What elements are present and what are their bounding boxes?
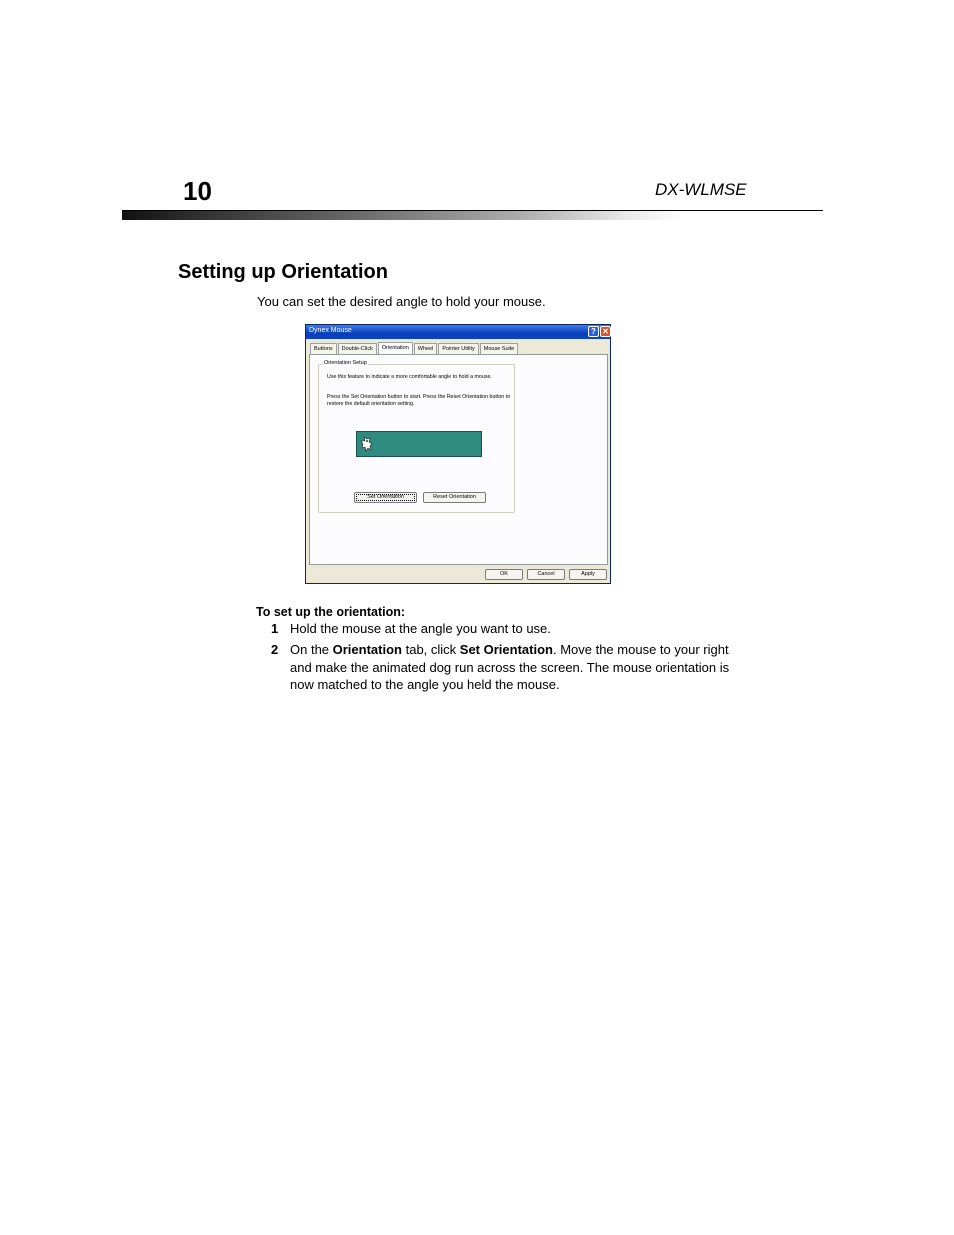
tab-wheel[interactable]: Wheel xyxy=(414,343,438,355)
section-title: Setting up Orientation xyxy=(178,261,388,283)
instructions-description: Press the Set Orientation button to start. Press the Reset Orientation button to restore the default orientation setting. xyxy=(327,394,511,407)
tab-pointer-utility[interactable]: Pointer Utility xyxy=(438,343,478,355)
tab-double-click[interactable]: Double-Click xyxy=(338,343,377,355)
model-name: DX-WLMSE xyxy=(655,180,747,199)
reset-orientation-button[interactable]: Reset Orientation xyxy=(423,492,486,503)
step-number: 1 xyxy=(271,621,279,636)
step-text-part: tab, click xyxy=(401,642,460,657)
set-orientation-ref: Set Orientation xyxy=(459,642,553,657)
dialog-titlebar xyxy=(306,325,610,339)
close-button[interactable]: ✕ xyxy=(600,326,611,337)
dynex-mouse-dialog xyxy=(305,324,611,584)
step-text xyxy=(290,641,750,694)
header-gradient-bar xyxy=(122,211,682,220)
orientation-tab-ref: Orientation xyxy=(332,642,402,657)
step-number: 2 xyxy=(271,642,279,657)
help-button[interactable]: ? xyxy=(588,326,599,337)
step-text-part: . Move the mouse to your right and make the animated dog run across the screen. The mouse orientation is now matched to the angle you held the mouse. xyxy=(290,642,730,692)
step-text: Hold the mouse at the angle you want to use. xyxy=(290,621,551,636)
intro-text: You can set the desired angle to hold your mouse. xyxy=(257,294,546,309)
tab-strip xyxy=(310,343,519,354)
orientation-panel xyxy=(309,354,608,565)
orientation-animation-area xyxy=(356,431,482,457)
feature-description: Use this feature to indicate a more comfortable angle to hold a mouse. xyxy=(327,374,492,380)
dialog-title: Dynex Mouse xyxy=(309,327,352,334)
tab-mouse-suite[interactable]: Mouse Suite xyxy=(480,343,519,355)
tab-orientation[interactable]: Orientation xyxy=(378,342,413,355)
tab-buttons[interactable]: Buttons xyxy=(310,343,337,355)
dog-icon xyxy=(360,436,374,452)
ok-button[interactable]: OK xyxy=(485,569,523,580)
set-orientation-button[interactable]: Set Orientation xyxy=(354,492,417,503)
cancel-button[interactable]: Cancel xyxy=(527,569,565,580)
steps-heading: To set up the orientation: xyxy=(256,605,406,619)
apply-button[interactable]: Apply xyxy=(569,569,607,580)
page-number: 10 xyxy=(183,176,212,206)
step-text-part: On the xyxy=(290,642,333,657)
orientation-setup-group xyxy=(318,360,515,513)
group-label: Orientation Setup xyxy=(324,360,367,366)
